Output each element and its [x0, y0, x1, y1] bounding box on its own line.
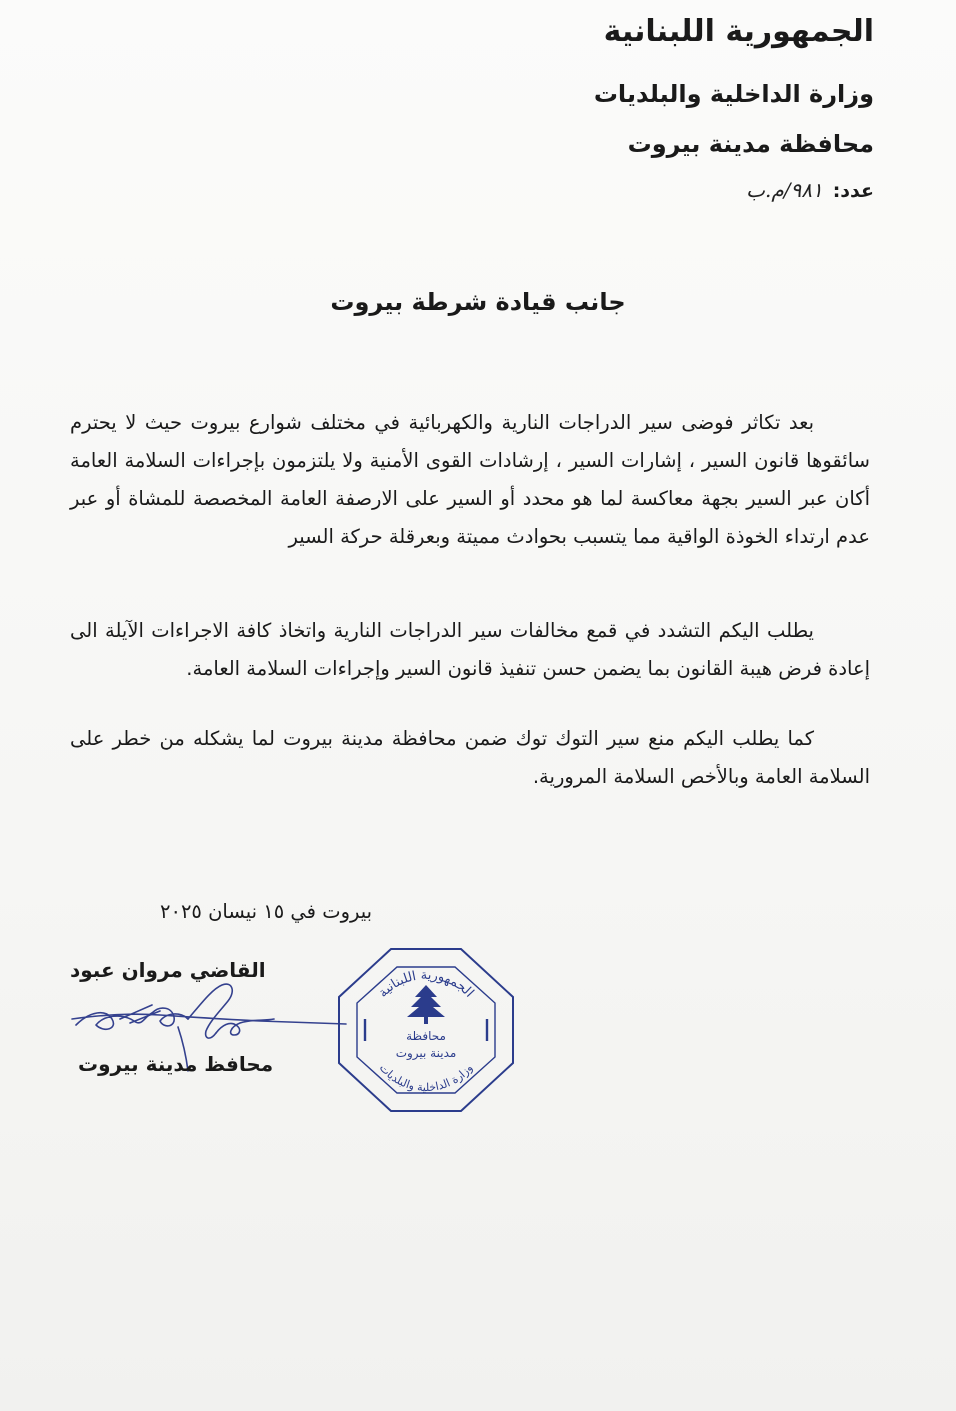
recipient-line: جانب قيادة شرطة بيروت: [330, 288, 626, 316]
seal-outer-top-text: الجمهورية اللبنانية: [375, 967, 477, 1001]
svg-text:وزارة الداخلية والبلديات: [377, 1061, 475, 1094]
body-paragraph-1: بعد تكاثر فوضى سير الدراجات النارية والكهربائية في مختلف شوارع بيروت حيث لا يحترم سائقوها قانون السير ، إشارات السير ، إرشادات القوى الأمنية ولا يلتزمون بإجراءات السلامة العامة أكان عبر السير بجهة معاكسة لما هو محدد أو السير على الارصفة العامة المخصصة للمشاة أو عبر عدم ارتداء الخوذة الواقية مما يتسبب بحوادث مميتة وبعرقلة حركة السير: [70, 411, 870, 548]
signer-name: القاضي مروان عبود: [70, 958, 266, 982]
republic-heading: الجمهورية اللبنانية: [603, 14, 874, 49]
seal-inner-line-2: مدينة بيروت: [395, 1046, 457, 1060]
reference-label: عدد:: [832, 180, 874, 202]
date-line: بيروت في ١٥ نيسان ٢٠٢٥: [160, 900, 373, 923]
body-paragraph-3: كما يطلب اليكم منع سير التوك توك ضمن محافظة مدينة بيروت لما يشكله من خطر على السلامة العامة وبالأخص السلامة المرورية.: [70, 727, 870, 788]
reference-value: ٩٨١/م.ب: [746, 178, 823, 202]
body-paragraph-2: يطلب اليكم التشدد في قمع مخالفات سير الدراجات النارية واتخاذ كافة الاجراءات الآيلة الى إعادة فرض هيبة القانون بما يضمن حسن تنفيذ قانون السير وإجراءات السلامة العامة.: [70, 619, 870, 680]
official-seal: [335, 945, 517, 1115]
ministry-heading: وزارة الداخلية والبلديات: [593, 80, 874, 108]
seal-outer-bottom-text: وزارة الداخلية والبلديات: [376, 1061, 476, 1095]
reference-number: [746, 178, 874, 202]
governorate-heading: محافظة مدينة بيروت: [627, 130, 874, 158]
signer-title: محافظ مدينة بيروت: [78, 1052, 274, 1076]
seal-inner-line-1: محافظة: [406, 1029, 446, 1043]
